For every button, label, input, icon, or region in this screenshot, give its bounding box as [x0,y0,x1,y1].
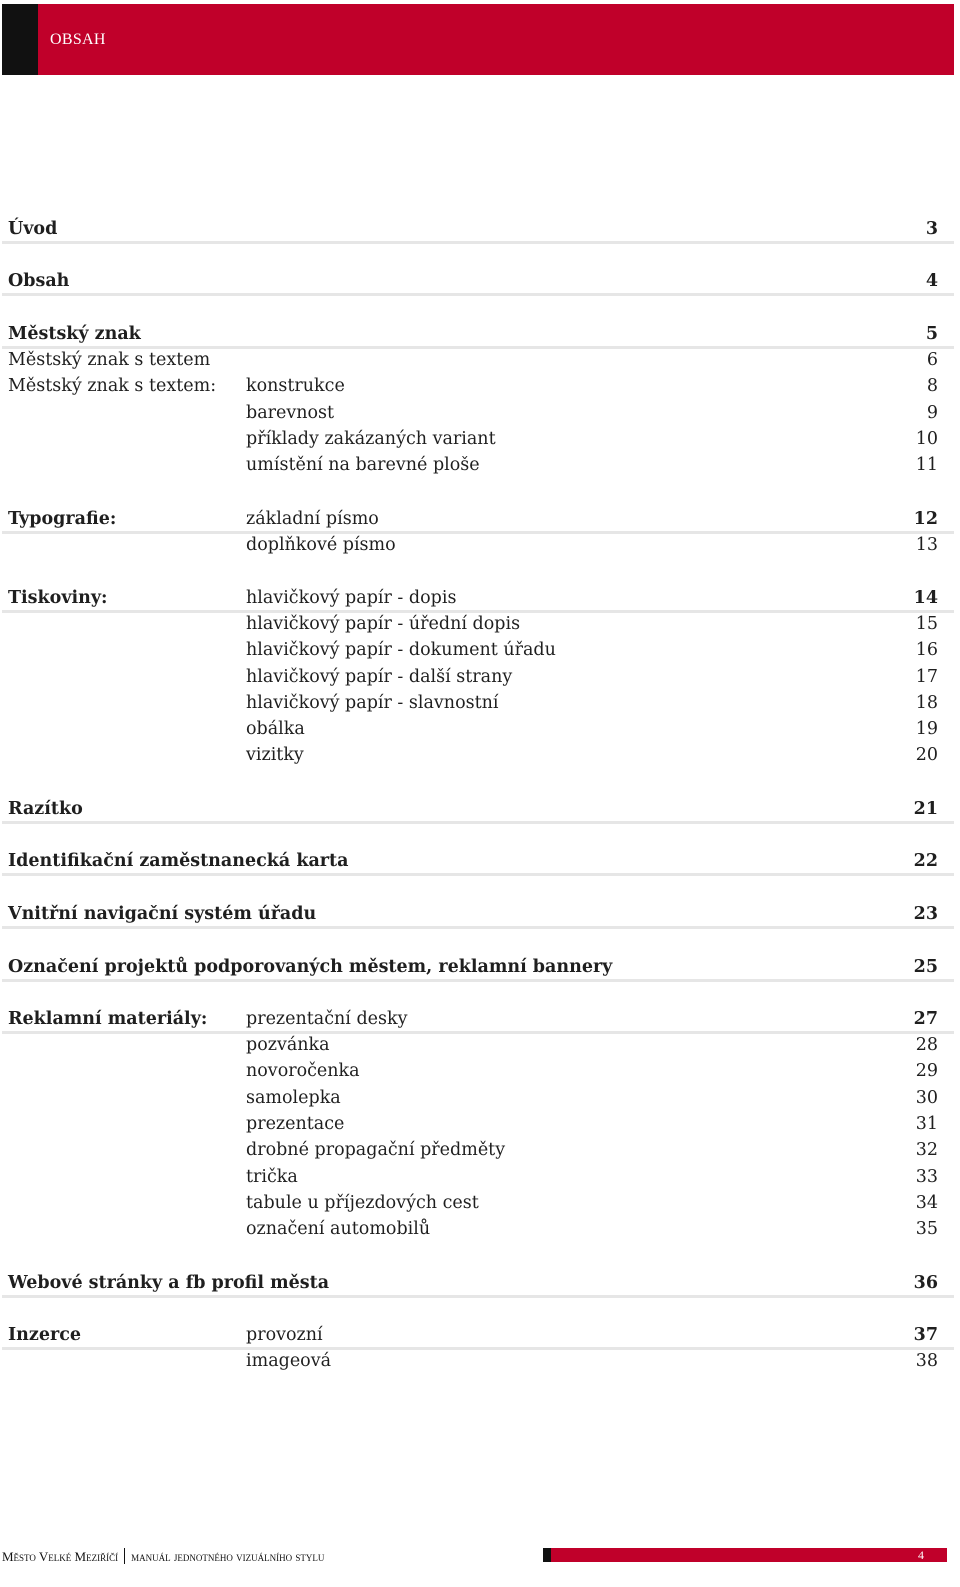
toc-entry-page-number: 17 [915,667,938,687]
toc-entry-subitem: samolepka [246,1088,341,1108]
section-divider [2,979,954,982]
toc-entry-page-number: 11 [915,455,938,475]
toc-entry [8,321,952,347]
toc-entry [8,1270,952,1296]
section-divider [2,873,954,876]
toc-entry-subitem: provozní [246,1325,323,1345]
toc-entry [8,690,952,716]
footer [0,1548,960,1568]
toc-entry [8,901,952,927]
toc-entry-page-number: 5 [925,324,938,344]
footer-text [2,1548,324,1565]
toc-entry [8,742,952,768]
toc-entry-label: Reklamní materiály: [8,1009,208,1029]
toc-entry-subitem: prezentace [246,1114,345,1134]
toc-entry [8,1348,952,1374]
toc-entry-subitem: vizitky [246,745,304,765]
toc-entry-subitem: barevnost [246,403,335,423]
footer-manual: manuál jednotného vizuálního stylu [131,1549,325,1564]
toc-entry-subitem: drobné propagační předměty [246,1140,506,1160]
toc-entry [8,373,952,399]
footer-black-block [543,1548,551,1562]
toc-entry-page-number: 35 [915,1219,938,1239]
toc-entry [8,796,952,822]
toc-entry-subitem: označení automobilů [246,1219,431,1239]
toc-entry-label: Městský znak s textem [8,350,211,370]
toc-entry [8,954,952,980]
toc-entry-page-number: 28 [915,1035,938,1055]
header-black-block [2,4,38,75]
toc-entry-label: Označení projektů podporovaných městem, reklamní bannery [8,957,613,977]
toc-entry [8,1137,952,1163]
toc-entry [8,611,952,637]
toc-entry [8,637,952,663]
toc-entry-page-number: 3 [925,219,938,239]
toc-entry-page-number: 33 [915,1167,938,1187]
toc-entry-subitem: hlavičkový papír - dokument úřadu [246,640,556,660]
toc-entry-subitem: prezentační desky [246,1009,408,1029]
footer-separator [124,1548,125,1564]
toc-entry-page-number: 38 [915,1351,938,1371]
toc-entry-label: Tiskoviny: [8,588,108,608]
toc-entry [8,1085,952,1111]
toc-entry-subitem: hlavičkový papír - úřední dopis [246,614,521,634]
toc-entry-page-number: 23 [913,904,938,924]
toc-entry-page-number: 20 [915,745,938,765]
toc-entry-page-number: 34 [915,1193,938,1213]
toc-entry-subitem: imageová [246,1351,332,1371]
toc-entry-page-number: 13 [915,535,938,555]
toc-entry-page-number: 25 [913,957,938,977]
toc-entry-label: Vnitřní navigační systém úřadu [8,904,317,924]
toc-entry-subitem: pozvánka [246,1035,330,1055]
section-divider [2,1295,954,1298]
toc-entry-page-number: 15 [915,614,938,634]
toc-entry-subitem: hlavičkový papír - dopis [246,588,457,608]
toc-entry-page-number: 14 [913,588,938,608]
toc-entry [8,848,952,874]
toc-entry [8,1190,952,1216]
toc-entry-page-number: 9 [926,403,938,423]
toc-entry-page-number: 32 [915,1140,938,1160]
toc-entry-page-number: 36 [913,1273,938,1293]
toc-entry-label: Razítko [8,799,83,819]
toc-entry-page-number: 16 [915,640,938,660]
toc-entry-subitem: doplňkové písmo [246,535,396,555]
toc-entry-subitem: hlavičkový papír - další strany [246,667,513,687]
toc-entry [8,532,952,558]
footer-page-number: 4 [918,1548,924,1562]
toc-entry-label: Typografie: [8,509,117,529]
toc-entry-subitem: základní písmo [246,509,379,529]
toc-entry [8,1058,952,1084]
toc-entry [8,400,952,426]
toc-entry-page-number: 12 [913,509,938,529]
footer-city: Město Velké Meziříčí [2,1549,119,1564]
toc-entry-page-number: 27 [913,1009,938,1029]
toc-entry [8,1164,952,1190]
toc-entry-page-number: 8 [926,376,938,396]
header-bar [2,4,954,75]
toc-entry-subitem: konstrukce [246,376,345,396]
toc-entry [8,1006,952,1032]
toc-entry-subitem: novoročenka [246,1061,360,1081]
toc-entry [8,347,952,373]
toc-entry-page-number: 6 [926,350,938,370]
toc-entry-page-number: 37 [913,1325,938,1345]
footer-red-bar [551,1548,947,1562]
toc-entry [8,1216,952,1242]
toc-entry-page-number: 10 [915,429,938,449]
toc-entry-subitem: umístění na barevné ploše [246,455,480,475]
toc-entry-page-number: 19 [915,719,938,739]
toc-entry-label: Identifikační zaměstnanecká karta [8,851,349,871]
toc-entry [8,1322,952,1348]
toc-entry [8,216,952,242]
toc-entry-label: Inzerce [8,1325,81,1345]
section-divider [2,821,954,824]
toc-entry-page-number: 4 [925,271,938,291]
section-divider [2,926,954,929]
toc-entry [8,1032,952,1058]
toc-entry [8,664,952,690]
toc-entry [8,426,952,452]
toc-entry-subitem: tabule u příjezdových cest [246,1193,479,1213]
toc-entry-subitem: hlavičkový papír - slavnostní [246,693,499,713]
toc-entry-label: Městský znak s textem: [8,376,217,396]
toc-entry-label: Obsah [8,271,70,291]
toc-entry-subitem: příklady zakázaných variant [246,429,496,449]
page-title: OBSAH [50,31,106,48]
toc-entry-page-number: 18 [915,693,938,713]
toc-entry [8,1111,952,1137]
toc-entry-label: Webové stránky a fb profil města [8,1273,330,1293]
section-divider [2,241,954,244]
toc-entry-subitem: obálka [246,719,305,739]
toc-entry-label: Městský znak [8,324,141,344]
toc-entry [8,716,952,742]
toc-entry-page-number: 22 [913,851,938,871]
toc-entry [8,452,952,478]
toc-entry [8,506,952,532]
toc-entry-page-number: 21 [913,799,938,819]
toc-entry [8,268,952,294]
toc-entry-subitem: trička [246,1167,298,1187]
section-divider [2,293,954,296]
toc-entry [8,585,952,611]
toc-entry-page-number: 29 [915,1061,938,1081]
toc-entry-page-number: 30 [915,1088,938,1108]
toc-entry-page-number: 31 [915,1114,938,1134]
toc-entry-label: Úvod [8,219,58,239]
